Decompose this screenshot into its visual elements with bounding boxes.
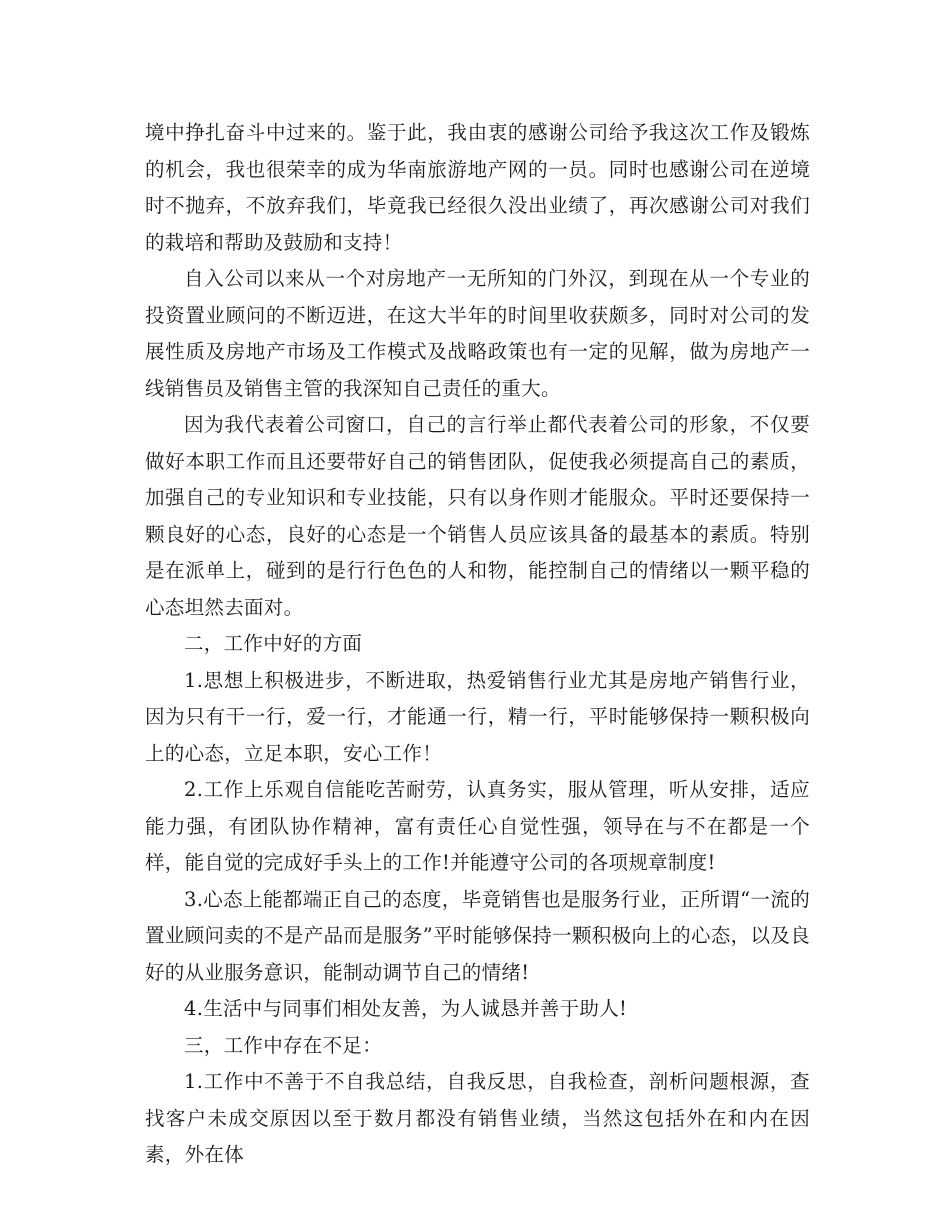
document-body [145, 115, 810, 1174]
list-item-4: 4.生活中与同事们相处友善，为人诚恳并善于助人! [184, 997, 628, 1020]
list-item-3: 3.心态上能都端正自己的态度，毕竟销售也是服务行业，正所谓“一流的置业顾问卖的不是产品而是服务”平时能够保持一颗积极向上的心态，以及良好的从业服务意识，能制动调节自己的情绪! [145, 887, 810, 984]
section-heading-shortcomings: 三，工作中存在不足： [184, 1033, 383, 1057]
list-item-1: 1.思想上积极进步，不断进取，热爱销售行业尤其是房地产销售行业，因为只有干一行，爱一行，才能通一行，精一行，平时能够保持一颗积极向上的心态，立足本职，安心工作！ [145, 668, 810, 765]
list-item-shortcoming-1: 1.工作中不善于不自我总结，自我反思，自我检查，剖析问题根源，查找客户未成交原因以至于数月都没有销售业绩，当然这包括外在和内在因素，外在体 [145, 1070, 810, 1166]
section-heading-good-aspects: 二，工作中好的方面 [184, 632, 363, 655]
paragraph-3: 因为我代表着公司窗口，自己的言行举止都代表着公司的形象，不仅要做好本职工作而且还要带好自己的销售团队，促使我必须提高自己的素质，加强自己的专业知识和专业技能，只有以身作则才能服众。平时还要保持一颗良好的心态，良好的心态是一个销售人员应该具备的最基本的素质。特别是在派单上，碰到的是行行色色的人和物，能控制自己的情绪以一颗平稳的心态坦然去面对。 [145, 413, 810, 619]
paragraph-2: 自入公司以来从一个对房地产一无所知的门外汉，到现在从一个专业的投资置业顾问的不断迈进，在这大半年的时间里收获颇多，同时对公司的发展性质及房地产市场及工作模式及战略政策也有一定的见解，做为房地产一线销售员及销售主管的我深知自己责任的重大。 [145, 267, 810, 400]
list-item-2: 2.工作上乐观自信能吃苦耐劳，认真务实，服从管理，听从安排，适应能力强，有团队协作精神，富有责任心自觉性强，领导在与不在都是一个样，能自觉的完成好手头上的工作!并能遵守公司的各项规章制度! [145, 778, 810, 874]
paragraph-1: 境中挣扎奋斗中过来的。鉴于此，我由衷的感谢公司给予我这次工作及锻炼的机会，我也很荣幸的成为华南旅游地产网的一员。同时也感谢公司在逆境时不抛弃，不放弃我们，毕竟我已经很久没出业绩了，再次感谢公司对我们的栽培和帮助及鼓励和支持！ [145, 121, 810, 254]
